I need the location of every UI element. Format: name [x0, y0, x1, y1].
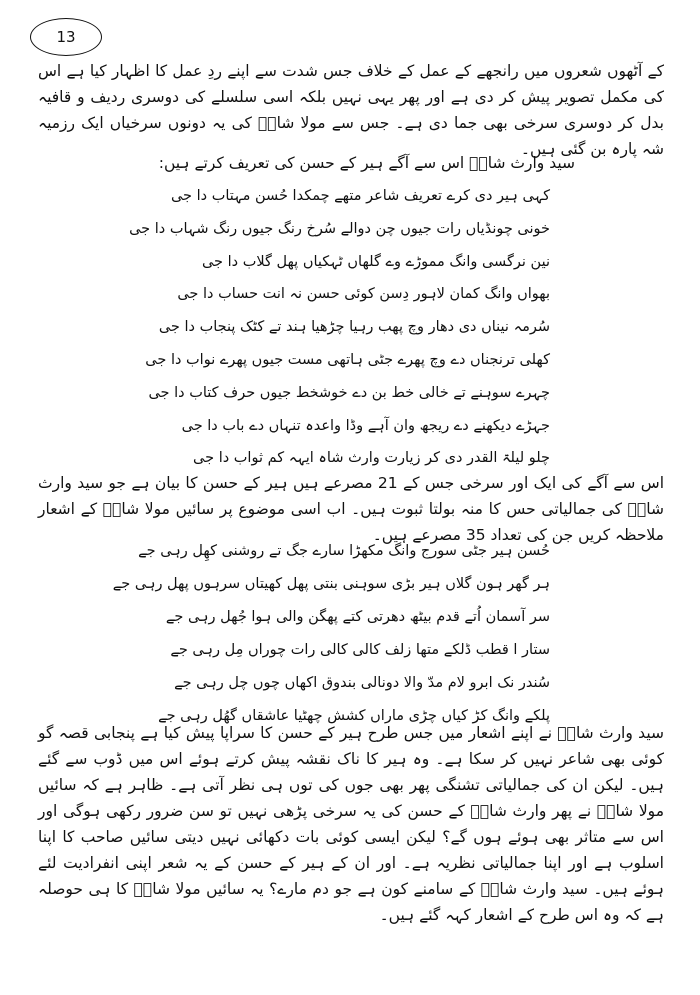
verse-block-maula-shah	[112, 535, 550, 733]
verse-line: کہی ہیر دی کرے تعریف شاعر متھے چمکدا حُسن مہتاب دا جی	[170, 188, 550, 204]
verse-line: ستار ا قطب ڈلکے متھا زلف کالی کالی رات چوراں مِل رہی جے	[170, 642, 550, 658]
verse-line: چلو لیلۃ القدر دی کر زیارت وارث شاہ ایہہ کم ثواب دا جی	[193, 450, 550, 467]
verse-line: سُرمہ نیناں دی دھار وچ پھب رہیا چڑھیا ہند تے کٹک پنجاب دا جی	[158, 319, 550, 336]
page-number-badge	[30, 18, 102, 56]
verse-line: خونی چونڈیاں رات جیوں چن دوالے سُرخ رنگ جیوں رنگ شہاب دا جی	[129, 220, 550, 237]
verse-intro-line: سید وارث شاہؒ اس سے آگے ہیر کے حسن کی تعریف کرتے ہیں:	[158, 154, 575, 172]
verse-line: سر آسمان اُتے قدم بیٹھ دھرتی کتے پھگن والی ہوا جُھل رہی جے	[165, 609, 550, 625]
verse-line: بھواں وانگ کمان لاہور دِسن کوئی حسن نہ انت حساب دا جی	[177, 286, 550, 303]
verse-line: نین نرگسی وانگ مموڑے وے گلھاں ٹہکیاں پھل گلاب دا جی	[201, 253, 550, 270]
page-number: 13	[56, 28, 76, 46]
paragraph-intro: کے آٹھوں شعروں میں رانجھے کے عمل کے خلاف جس شدت سے اپنے ردِ عمل کا اظہار کیا ہے اس کی مکمل تصویر پیش کر دی ہے اور پھر یہی نہیں بلکہ اسی سلسلے کی دوسری ردیف و قافیہ بدل کر دوسری سرخی بھی جما دی ہے۔ جس سے مولا شاہؒ کی یہ دونوں سرخیاں ایک رزمیہ شہ پارہ بن گئی ہیں۔	[38, 62, 664, 158]
verse-line: پلکے وانگ کڑ کیاں چڑی ماراں کشش چھٹیا عاشقاں گھُل رہی جے	[158, 708, 550, 724]
verse-line: حُسن ہیر جٹی سورج وانگ مکھڑا سارے جگ تے روشنی کھِل رہی جے	[138, 543, 550, 559]
verse-line: چہرے سوہنے تے خالی خط بن دے خوشخط جیوں حرف کتاب دا جی	[148, 384, 550, 401]
verse-line: جہڑے دیکھنے دے ریجھ وان آہے وڈا واعدہ تنہاں دے باب دا جی	[181, 417, 550, 434]
paragraph-analysis: سید وارث شاہؒ نے اپنے اشعار میں جس طرح ہیر کے حسن کا سراپا پیش کیا ہے پنجابی قصہ گو کوئی بھی شاعر نہیں کر سکا ہے۔ وہ ہیر کا ناک نقشہ پیش کرتے ہوئے اس میں ڈوب سے گئے ہیں۔ لیکن ان کی جمالیاتی تشنگی پھر بھی جوں کی توں ہی نظر آتی ہے۔ ظاہر ہے کہ سائیں مولا شاہؒ نے پھر وارث شاہؒ کے حسن کی یہ سرخی پڑھی نہیں تو سن ضرور رکھی ہوگی اور اس سے متاثر بھی ہوئے ہوں گے؟ لیکن ایسی کوئی بات دکھائی نہیں دیتی سائیں صاحب کا اپنا اسلوب ہے اور اپنا جمالیاتی نظریہ ہے۔ اور ان کے ہیر کے حسن کے یہ شعر اپنی انفرادیت لئے ہوئے ہیں۔ سید وارث شاہؒ کے سامنے کون ہے جو دم مارے؟ یہ سائیں مولا شاہؒ کا ہی حوصلہ ہے کہ وہ اس طرح کے اشعار کہہ گئے ہیں۔	[38, 724, 664, 924]
paragraph-comparison: اس سے آگے کی ایک اور سرخی جس کے 21 مصرعے ہیں ہیر کے حسن کا بیان ہے جو سید وارث شاہؒ کی جمالیاتی حس کا منہ بولتا ثبوت ہیں۔ اب اسی موضوع پر سائیں مولا شاہؒ کے اشعار ملاحظہ کریں جن کی تعداد 35 مصرعے ہیں۔	[38, 474, 665, 544]
verse-line: ہر گھر ہون گلاں ہیر بڑی سوہنی بنتی پھل کھیتاں سرہوں پھل رہی جے	[112, 576, 550, 592]
verse-line: کھلی ترنجناں دے وچ پھرے جٹی ہاتھی مست جیوں پھرے نواب دا جی	[145, 351, 550, 368]
verse-line: سُندر نک ابرو لام مدّ والا دونالی بندوق اکھاں چوں چل رہی جے	[174, 675, 550, 691]
verse-block-waris-shah	[129, 180, 550, 475]
